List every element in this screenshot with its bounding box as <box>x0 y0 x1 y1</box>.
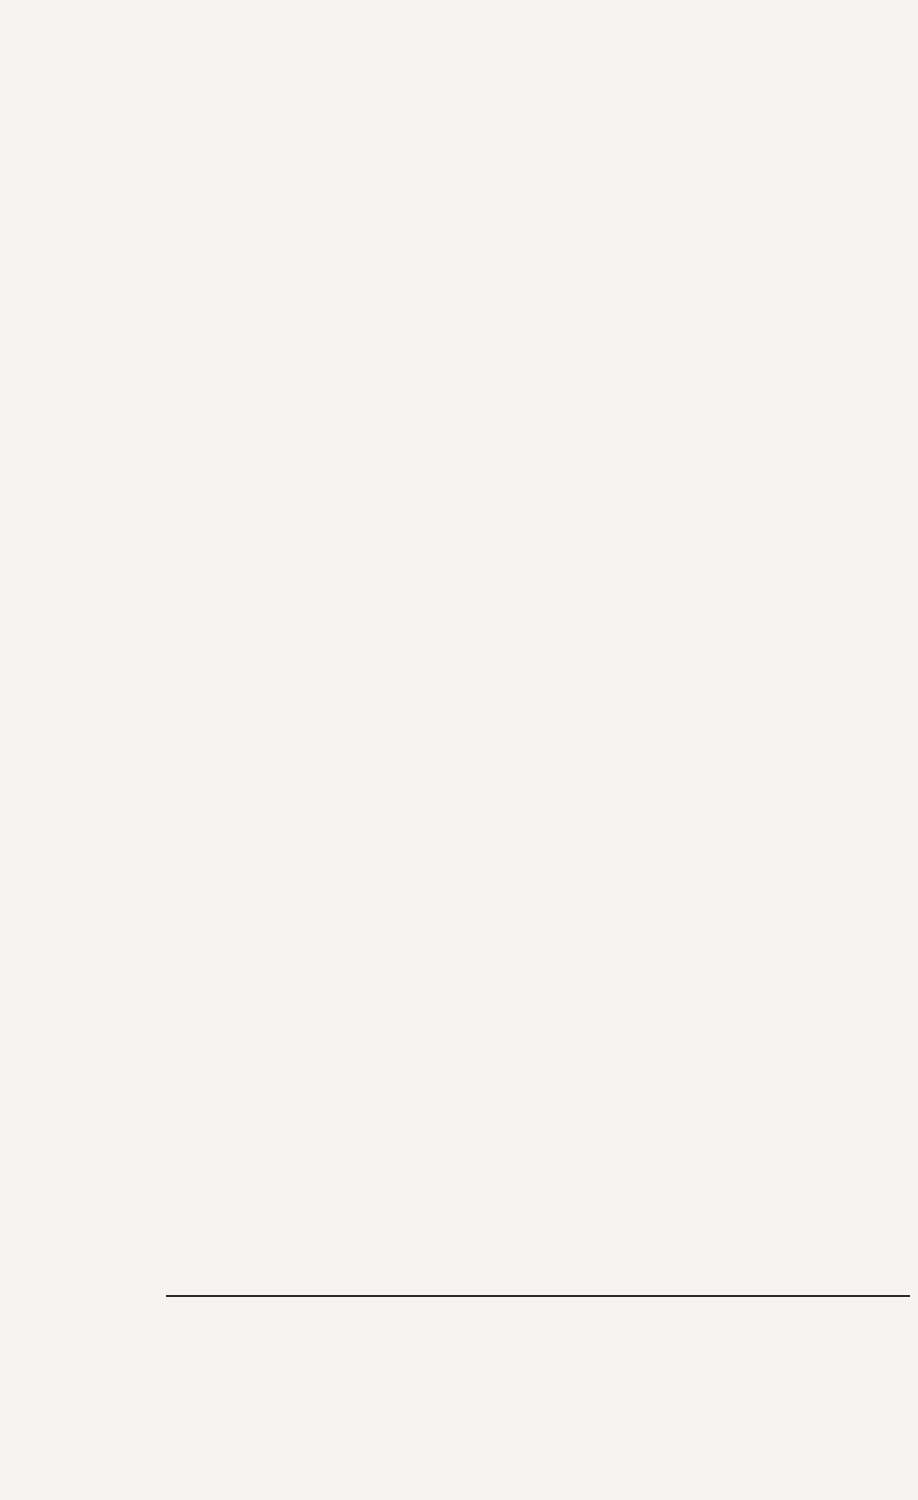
dialogue-block <box>166 946 886 1122</box>
footnotes <box>166 1312 911 1377</box>
speaker-arcas <box>166 1017 886 1051</box>
footnote-4 <box>183 1355 186 1371</box>
verse-line <box>166 1202 886 1239</box>
footnote-1 <box>166 1323 169 1339</box>
page-header <box>166 122 886 156</box>
verse-line <box>166 1165 886 1202</box>
verse-line <box>166 1128 886 1165</box>
speaker-agamemnon <box>166 1088 886 1122</box>
verse-line <box>166 980 886 1017</box>
speaker-agamemnon <box>166 946 886 980</box>
verse-block-bottom <box>166 1128 886 1276</box>
footnote-rule <box>166 1295 910 1297</box>
footnote-3 <box>166 1355 169 1371</box>
verse-line <box>166 1051 886 1088</box>
verse-line <box>166 1239 886 1276</box>
footnote-2 <box>183 1323 186 1339</box>
